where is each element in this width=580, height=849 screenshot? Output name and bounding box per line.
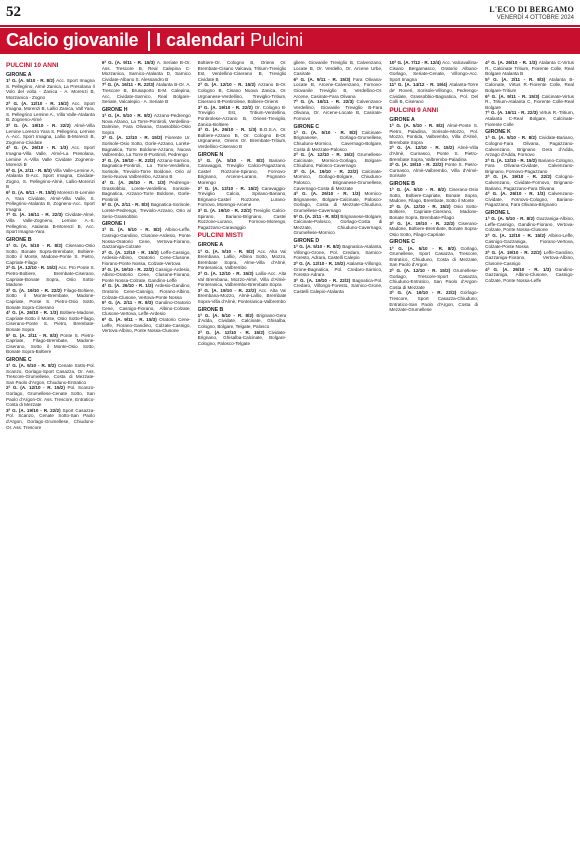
fixture-text: Azzano B-Or. Cologno B, Cisano Nuova Zanica, Or. Urgnanese-Verdellino, Treviglio-Tritium, Ciserano B-Pontirolese, Boltiere-Oriens	[197, 82, 287, 105]
group-heading: GIRONE A	[197, 242, 224, 249]
matchday-label: 3ª G. (A. 19/10 - R. 22/2)	[293, 277, 353, 283]
text-column	[6, 60, 95, 844]
fixture-paragraph	[293, 130, 382, 152]
fixture-paragraph	[198, 330, 287, 347]
column-text	[293, 60, 382, 295]
fixture-text: Leffe-Casnigo, Ardesio-Albino, Oratorio Cene-Clusone, Fiorano-Ponte Nossa, Colzate-Vertova	[101, 249, 191, 266]
matchday-label: 1ª G. (A. 5/10 - R. 8/2)	[101, 112, 154, 118]
fixture-text: Acc. Valcavallina-Cisano Bergamasco, Oratorio Albano-Gorlago, Seriate-Cenate, Villongo-Acc. Sport Imagna	[389, 60, 479, 82]
publication-name: L'ECO DI BERGAMO	[489, 5, 574, 14]
matchday-label: 3ª G. (A. 19/10 - R. 22/2)	[293, 168, 362, 174]
fixture-paragraph	[102, 317, 191, 334]
fixture-text: Caravaggio-Treviglio Calcio, Spirano-Bariano, Brignano-Castel Rozzone, Lurano-Fornovo, Morengo-Arcene	[197, 185, 287, 208]
fixture-text: Pol. Scanzo-Gorlago, Grumellese-Cenate Sotto, San Paolo d'Argon-Or. Ass. Trescore, Entratico-Costa di Mezzate	[6, 385, 95, 408]
matchday-label: 1ª G. (A. 5/10 - R. 8/2)	[389, 187, 449, 193]
fixture-paragraph	[293, 278, 382, 295]
fixture-paragraph	[389, 246, 478, 268]
fixture-text: A. Seriate B-Or. Ass. Trescore B, Real Calepina C-Mozzanica, Sarnico-Atalanta D, Sarnico Cividate-Albano S. Alessandro B	[101, 60, 191, 82]
matchday-label: 1ª G. (A. 5/10 - R. 8/2)	[197, 248, 258, 254]
fixture-text: Fara Olivana-Locate B, Arcene-Calvenzano, Fornovo-Giovanile Treviglio B, Verdellino-Or. Arcene, Casirate-Fara Olivana	[293, 76, 383, 99]
fixture-paragraph	[102, 227, 191, 249]
matchday-label: 1ª G. (A. 5/10 - R. 8/2)	[293, 129, 362, 135]
matchday-label: 6ª G. (A. 9/11 - R. 15/3)	[485, 93, 542, 99]
matchday-label: 5ª G. (A. 2/11 - R. 8/3)	[101, 300, 156, 306]
column-text	[389, 60, 478, 313]
matchday-label: 2ª G. (A. 12/10 - R. 15/2)	[197, 185, 262, 191]
fixture-paragraph	[6, 78, 95, 100]
matchday-label: 1ª G. (A. 5/10 - R. 8/2)	[101, 227, 165, 233]
fixture-text: Boltiere-Madone, Capriate-Sotto il Monte, Osio Sotto-Filago, Ciserano-Ponte S. Pietro, Brembate-Bonate Sopra	[6, 310, 95, 332]
fixture-text: B.O.S.A. Or. Boltiere-Azzano B, Or. Cologno B-Or. Urgnanese, Oriens Or. Brembate-Tritium, Verdellino-Ciserano B	[197, 127, 287, 149]
fixture-paragraph	[485, 60, 574, 77]
matchday-label: 1ª G. (A. 5/10 - R. 8/2)	[485, 135, 539, 141]
matchday-label: 2ª G. (A. 12/10 - R. 15/2)	[101, 249, 161, 255]
matchday-label: 4ª G. (A. 26/10 - R. 1/3)	[101, 283, 155, 289]
fixture-paragraph	[198, 288, 287, 305]
fixture-paragraph	[102, 267, 191, 284]
fixture-paragraph	[102, 113, 191, 135]
fixture-paragraph	[485, 216, 574, 233]
fixture-text: Ciserano-Osio Sotto, Bonate Sopra-Brembate, Boltiere-Sotto il Monte, Madone-Ponte S. Pietro, Capriate-Filago	[6, 243, 95, 265]
fixture-text: Ponte S. Pietro-Curnasco, Almè-Valbrembo, Villa d'Almè-Sorisole	[389, 162, 479, 179]
matchday-label: 1ª G. (A. 5/10 - R. 8/2)	[6, 243, 66, 249]
fixture-paragraph	[6, 265, 95, 287]
fixture-paragraph	[485, 110, 574, 127]
matchday-label: 1ª G. (A. 5/10 - R. 8/2)	[485, 216, 537, 222]
fixture-text: Acc. Sport Imagna S. Pellegrino, Almè Zanica, La Presolana Il Volo del volta - Zanica - A. Morenzi B, Mozzanica - Zogno	[6, 78, 95, 100]
fixture-paragraph	[102, 135, 191, 157]
fixture-text: Atalanta B-Or. A. Trescore B, Brusaporto B-M. Calepina, Acc. Cividate-Sarnico, Real Bolgare-Seriate, Valcalepio - A. Seriate B	[101, 82, 191, 105]
matchday-label: 5ª G. (A. 2/11 - R. 8/3)	[6, 167, 54, 173]
fixture-paragraph	[485, 233, 574, 250]
group-heading: GIRONE C	[293, 123, 320, 130]
matchday-label: 2ª G. (A. 12/10 - R. 15/2)	[197, 82, 258, 88]
matchday-label: 1ª G. (A. 5/10 - R. 8/2)	[389, 122, 447, 128]
fixture-text: Acc. Alta Val Brembana-Mozzo, Almè-Lallio, Brembate Sopra-Villa d'Almè, Ponteranica-Valbrembo	[197, 287, 287, 304]
matchday-label: 1ª G. (A. 5/10 - R. 8/2)	[197, 312, 257, 318]
fixture-text: Albino-Leffe, Casnigo-Gazzaniga, Fiorano-Vertova, Colzate-Ponte Nossa	[485, 233, 574, 250]
matchday-label: 1ª G. (A. 5/10 - R. 8/2)	[6, 363, 58, 369]
fixture-text: Morenzi B-Lemine A, Yara Cividate, Almè-Villa Valle, S. Pellegrino-Atalanta B, Zogneno-Acc. Sport Imagna	[6, 190, 95, 212]
fixture-text: Azzano-Sarnico, Bagnatica-Pontiroli, La Torre-Verdellino, Sorisole, Treviolo-Torre Boldone, Orio al Serio-Nuova Valbrembo, Azzano B	[101, 157, 191, 180]
matchday-label: 3ª G. (A. 19/10 - R. 22/2)	[101, 266, 156, 272]
fixture-text: Gazzaniga-Albino, Leffe-Casnigo, Gandino-Fiorano, Vertova-Colzate, Ponte Nossa-Clusone	[485, 216, 574, 233]
fixture-text: Atalanta-Villongo, Grone-Bagnatica, Pol. Credaro-Sarnico, Foresto-Adrara	[293, 261, 383, 278]
fixture-text: Almè-Villa Lemine Lorenzo Yara S. Pellegrino, Lemine A.-Acc. Sport Imagna, Lallio B-Morenzi B, Zogneno-Cividate	[6, 122, 95, 145]
fixture-paragraph	[6, 288, 95, 310]
group-heading: GIRONE C	[6, 356, 32, 363]
fixture-paragraph	[6, 190, 95, 212]
fixture-paragraph	[6, 145, 95, 167]
group-heading: GIRONE B	[389, 180, 415, 187]
matchday-label: 6ª G. (A. 9/11 - R. 15/3)	[101, 60, 157, 65]
fixture-paragraph	[293, 77, 382, 99]
group-heading: GIRONE D	[293, 238, 320, 245]
fixture-paragraph	[6, 101, 95, 123]
fixture-paragraph	[198, 186, 287, 208]
fixture-text: Atalanta C-Virtus R., Calcinate Tritium, Fiorente Colle, Real Bolgare Atalanta B	[485, 60, 574, 77]
matchday-label: 1ª G. (A. 5/10 - R. 8/2)	[293, 244, 343, 250]
matchday-label: 4ª G. (A. 26/10 - R. 1/3)	[485, 60, 539, 65]
text-column	[293, 60, 382, 844]
fixture-text: Bariano-Cologno, Fara Olivana-Cividate, Calvenzano-Brignano, Fornovo-Pagazzano	[485, 157, 574, 174]
fixture-paragraph	[485, 267, 574, 284]
fixture-paragraph	[389, 145, 478, 162]
fixture-text: Grumellese-Calcinate, Mornico-Gorlago, Bolgare-Chiuduno, Palosco-Cavernago	[293, 152, 383, 169]
fixture-text: Calcinate-Mornico, Gorlago-Bolgare, Chiuduno-Palosco, Brignanese-Grumellese, Cavernago-Costa di Mezzate	[293, 168, 383, 191]
fixture-paragraph	[485, 191, 574, 208]
fixture-text: Lallio-Acc. Alta Val Brembana, Mozzo-Almè, Villa d'Almè-Ponteranica, Valbrembo-Brembate Sopra	[197, 271, 287, 288]
fixture-text: Ardesio-Gandino, Oratorio Cene-Casnigo, Fiorano-Albino, Colzate-Clusone, Vertova-Ponte Nossa	[101, 283, 191, 300]
fixture-paragraph	[389, 123, 478, 145]
fixture-paragraph	[6, 333, 95, 355]
fixture-paragraph	[102, 180, 191, 202]
fixture-text: Atalanta B-Calcinate, Virtus R.-Fiorente Colle, Real Bolgare-Tritium	[485, 76, 574, 93]
matchday-label: 3ª G. (A. 19/10 - R. 22/2)	[389, 162, 445, 168]
matchday-label: 7ª G. (A. 16/11 - R. 22/3)	[293, 99, 357, 105]
fixture-text: Azzano-Pedrengo Nova Alzano, La Torre-Pontiroli, Verdellino-Dalmine, Fara Olivana, Grassobbio-Osio Sopra	[101, 112, 191, 135]
fixture-text: gliere, Giovanile Treviglio B, Calvenzano, Locate B, Or. Verdello, Or. Arcene Urbe, Casirate	[293, 60, 383, 77]
fixture-text: Osio Sotto-Boltiere, Capriate-Ciserano, Madone-Bonate Sopra, Brembate-Filago	[389, 203, 479, 221]
matchday-label: 6ª G. (A. 9/11 - R. 15/3)	[101, 316, 160, 322]
matchday-label: 2ª G. (A. 12/10 - R. 15/2)	[485, 233, 549, 239]
matchday-label: 6ª G. (A. 9/11 - R. 15/3)	[293, 76, 354, 82]
matchday-label: 1ª G. (A. 5/10 - R. 8/2)	[6, 78, 57, 84]
text-column	[485, 60, 574, 844]
matchday-label: 4ª G. (A. 26/10 - R. 1/3)	[101, 180, 170, 186]
matchday-label: 2ª G. (A. 12/10 - R. 15/2)	[6, 100, 72, 106]
fixture-paragraph	[102, 158, 191, 180]
matchday-label: 1ª G. (A. 5/10 - R. 8/2)	[197, 157, 270, 163]
fixture-text: Bariano-Caravaggio, Treviglio Calcio-Pagazzano, Castel Rozzone-Spirano, Fornovo-Brignano, Arcene-Lurano, Pognano-Morengo	[197, 157, 287, 186]
fixture-text: Acc. Pro Ponte S. Pietro-Boltiere, Brembate-Ciserano, Capriate-Bonate Sopra, Osio Sotto-Madone	[6, 265, 95, 288]
fixture-text: Brignanese-Bolgare, Calcinate-Palosco, Gorlago-Costa di Mezzate, Chiuduno-Cavernago, Grumellese-Mornico	[293, 213, 383, 236]
matchday-label: 3ª G. (A. 19/10 - R. 22/2)	[197, 287, 259, 293]
fixture-text: Brignano-Gera d'Adda, Cividate, Calcinate, Ghisalba, Cologno, Bolgare, Telgate, Palosco	[197, 312, 287, 329]
matchday-label: 2ª G. (A. 12/10 - R. 15/2)	[389, 145, 458, 151]
text-column	[389, 60, 478, 844]
fixture-text: Acc. Sport Imagna, Morenzi B, Lallio Zanica, Vall Yara, S. Pellegrino Lemine A., Villa Valle-Atalanta B, Zogneno-Almè	[6, 100, 95, 123]
fixture-text: Cividate-Almè, Villa Valle-Zogneno, Lemine A.-S. Pellegrino, Atalanta B-Morenzi B, Acc. Sport Imagna-Yara	[6, 212, 95, 235]
matchday-label: 2ª G. (A. 12/10 - R. 15/2)	[197, 271, 256, 276]
fixture-text: Ciserano-Madone, Boltiere-Brembate, Bonate Sopra-Osio Sotto, Filago-Capriate	[389, 220, 479, 237]
matchday-label: 4ª G. (A. 26/10 - R. 1/3)	[197, 127, 260, 133]
matchday-label: 1ª G. (A. 5/10 - R. 8/2)	[389, 245, 461, 251]
fixture-paragraph	[293, 214, 382, 236]
fixture-text: Ciserano-Osio Sotto, Boltiere-Capriate, Bonate Sopra, Madone, Filago, Brembate, Sotto il Monte	[389, 187, 479, 204]
group-heading: GIRONE I	[101, 221, 126, 228]
fixture-text: Villa Valle-Lemine A, Atalanta B-Acc. Sport Imagna, Cividate-Zogno, S. Pellegrino-Almè, Lallio-Morenzi B	[6, 167, 95, 190]
column-text	[6, 62, 95, 430]
matchday-label: 7ª G. (A. 16/11 - R. 22/3)	[485, 110, 540, 116]
fixture-paragraph	[198, 271, 287, 288]
category-heading: PULCINI 10 ANNI	[6, 62, 59, 69]
publication-date: VENERDÌ 4 OTTOBRE 2024	[496, 15, 574, 21]
fixture-paragraph	[198, 82, 287, 104]
matchday-label: 3ª G. (A. 19/10 - R. 22/2)	[389, 220, 459, 226]
matchday-label: 4ª G. (A. 26/10 - R. 1/3)	[293, 191, 365, 197]
fixture-paragraph	[6, 363, 95, 385]
fixture-paragraph	[198, 249, 287, 271]
fixture-text: Casnigo-Ardesio, Albino-Oratorio Cene, Clusone-Fiorano, Ponte Nossa-Colzate, Gandino-Leffe	[101, 266, 191, 283]
matchday-label: 2ª G. (A. 12/10 - R. 15/2)	[6, 385, 68, 391]
section-divider	[148, 31, 150, 51]
matchday-label: 4ª G. (A. 26/10 - R. 1/3)	[485, 191, 549, 197]
fixture-paragraph	[102, 300, 191, 317]
fixture-paragraph	[389, 221, 478, 238]
fixture-text: Cividate-Bariano, Cologno-Fara Olivana, Pagazzano-Calvenzano, Brignano Gera d'Adda, Arzago d'Adda, Fornovo	[485, 135, 574, 158]
matchday-label: 2ª G. (A. 12/10 - R. 15/2)	[293, 152, 358, 158]
matchday-label: 2ª G. (A. 12/10 - R. 15/2)	[389, 268, 454, 274]
fixture-text: Or. Cologno B-Treviglio Est, Tritium-Verdellino, Pontirolese-Azzano B, Oriens-Treviglio, Zanica-Boltiere	[197, 104, 287, 127]
fixture-paragraph	[6, 385, 95, 407]
matchday-label: 4ª G. (A. 26/10 - R. 1/3)	[6, 310, 60, 316]
fixture-paragraph	[6, 408, 95, 430]
category-heading: PULCINI 9 ANNI	[389, 106, 439, 114]
matchday-label: 5ª G. (A. 2/11 - R. 8/3)	[485, 76, 549, 82]
category-heading: PULCINI MISTI	[197, 232, 243, 240]
fixture-paragraph	[389, 290, 478, 312]
fixture-text: Pedrengo-Grassobbio, Lorete-Verdellino, Sorisole-Bagnatica, Azzano-Torre Boldone, Gorle-Pontiroli	[101, 180, 191, 202]
fixture-paragraph	[293, 99, 382, 121]
fixture-text: Filago-Boltiere, Sotto il Monte-Brembate, Madone-Capriate, Ponte S. Pietro-Osio Sotto, Bonate Sopra-Ciserano	[6, 287, 95, 310]
fixture-text: Cenate Sotto-Pol. Scanzo, Gorlago-Sport Casazza, Or. Ass. Trescore-Grumellese, Costa di Mezzate-San Paolo d'Argon, Chiuduno-Entratico	[6, 363, 95, 385]
fixture-text: Oratorio Cene-Leffe, Fiorano-Gandino, Colzate-Casnigo, Vertova-Albino, Ponte Nossa-Clusone	[101, 316, 191, 334]
fixture-paragraph	[293, 60, 382, 77]
matchday-label: 3ª G. (A. 19/10 - R. 22/2)	[485, 174, 556, 180]
top-rule	[0, 25, 580, 27]
text-column	[198, 60, 287, 844]
fixture-paragraph	[198, 208, 287, 230]
fixture-text: Bagnatica-Sorisole, Lorete-Pedrengo, Treviolo-Azzano, Orio al Serio-Grassobbio	[101, 202, 191, 219]
fixture-paragraph	[198, 313, 287, 330]
fixture-text: Ponte S. Pietro-Capriate, Filago-Brembate, Madone-Ciserano, Sotto il Monte-Osio Sotto, Bonate Sopra-Boltiere	[6, 332, 95, 355]
fixture-paragraph	[293, 261, 382, 278]
group-heading: GIRONE N	[197, 151, 224, 158]
fixture-text: Calcinate-Brignanese, Gorlago-Grumellese, Chiuduno-Mornico, Cavernago-Bolgare, Costa di Mezzate-Palosco	[293, 129, 383, 152]
matchday-label: 6ª G. (A. 9/11 - R. 15/3)	[6, 190, 58, 196]
fixture-paragraph	[198, 105, 287, 127]
fixture-text: Gorlago-Trescore, Sport Casazza-Chiuduno, Entratico-San Paolo d'Argon, Costa di Mezzate-Grumellese	[389, 290, 479, 313]
fixture-paragraph	[389, 82, 478, 104]
column-text	[485, 60, 574, 283]
matchday-label: 2ª G. (A. 12/10 - R. 15/2)	[293, 261, 347, 266]
fixture-paragraph	[102, 202, 191, 219]
matchday-label: 3ª G. (A. 19/10 - R. 22/2)	[197, 104, 255, 110]
fixture-text: Atalanta-Torre de' Roveri, Sorisole-Villongo, Pedrengo-Cividate, Grassobbio-Bagnatica, Pol. Del Colli B, Ciserano	[389, 82, 479, 105]
matchday-label: 4ª G. (A. 26/10 - R. 1/3)	[485, 266, 556, 272]
fixture-paragraph	[102, 82, 191, 104]
subtitle-bold: I calendari	[156, 30, 246, 50]
fixture-text: Almè-Villa d'Almè, Curnasco, Ponte S. Pietro-Brembate Sopra, Valbrembo-Paladina	[389, 145, 479, 162]
subtitle-light: Pulcini	[250, 30, 304, 50]
group-heading: GIRONE C	[389, 239, 415, 246]
fixture-text: Gandino-Oratorio Cene, Casnigo-Fiorano, Albino-Colzate, Clusone-Vertova, Leffe-Ardesio	[101, 300, 191, 317]
column-text	[198, 60, 287, 346]
group-heading: GIRONE B	[6, 236, 32, 243]
fixture-paragraph	[198, 158, 287, 186]
fixture-paragraph	[6, 168, 95, 190]
group-heading: GIRONE A	[6, 72, 32, 78]
matchday-label: 3ª G. (A. 19/10 - R. 22/2)	[101, 157, 157, 163]
group-heading: GIRONE H	[101, 106, 128, 113]
fixture-paragraph	[485, 94, 574, 111]
matchday-label: 3ª G. (A. 19/10 - R. 22/2)	[485, 249, 544, 255]
fixture-paragraph	[6, 310, 95, 332]
fixture-text: Gandino-Gazzaniga, Albino-Clusone, Casnigo-Colzate, Ponte Nossa-Leffe	[485, 266, 574, 283]
fixture-paragraph	[6, 212, 95, 234]
group-heading: GIRONE B	[197, 306, 224, 313]
fixture-text: Gorlago, Grumellese, Sport Casazza, Trescore, Entratico, Chiuduno, Costa di Mezzate, San Paolo d'Argon	[389, 245, 479, 268]
fixture-paragraph	[389, 162, 478, 179]
fixture-text: Mornico-Brignanese, Bolgare-Calcinate, Palosco-Gorlago, Costa di Mezzate-Chiuduno, Grumellese-Cavernago	[293, 191, 383, 214]
fixture-paragraph	[485, 250, 574, 267]
text-column	[102, 60, 191, 844]
group-heading: GIRONE A	[389, 116, 415, 123]
fixture-paragraph	[293, 169, 382, 191]
fixture-paragraph	[389, 268, 478, 290]
fixture-text: Acc. Alta Val Brembana, Lallio, Albino Sotto, Mozzo, Brembate Sopra, Alme-Villa d'Almè, Ponteranica, Valbrembo	[197, 248, 287, 271]
group-heading: GIRONE K	[485, 129, 511, 136]
matchday-label: 3ª G. (A. 19/10 - R. 22/2)	[389, 290, 461, 296]
section-subtitle	[156, 30, 303, 51]
fixture-paragraph	[389, 204, 478, 221]
fixture-paragraph	[293, 244, 382, 261]
fixture-paragraph	[198, 127, 287, 149]
matchday-label: 2ª G. (A. 12/10 - R. 15/2)	[6, 265, 59, 271]
fixture-paragraph	[485, 77, 574, 94]
matchday-label: 5ª G. (A. 2/11 - R. 8/3)	[6, 332, 61, 338]
page-number: 52	[6, 4, 21, 20]
fixture-paragraph	[293, 152, 382, 169]
fixture-text: Cologno-Calvenzano, Cividate-Fornovo, Brignano-Bariano, Pagazzano-Fara Olivana	[485, 174, 574, 191]
fixture-text: Bagnatica-Pol. Credaro, Villongo-Foresto, Sarnico-Grone, Castelli Calepio-Atalanta	[293, 277, 383, 294]
fixture-paragraph	[6, 243, 95, 265]
fixture-text: Calvenzano-Cividate, Fornovo-Cologno, Bariano-Pagazzano, Fara Olivana-Brignano	[485, 191, 574, 208]
fixture-text: Cividate-Brignano, Ghisalba-Calcinate, Bolgare-Cologno, Palosco-Telgate	[197, 329, 287, 346]
fixture-text: Grumellese-Gorlago, Trescore-Sport Casazza, Chiuduno-Entratico, San Paolo d'Argon-Costa di Mezzate	[389, 268, 479, 290]
fixture-text: Albino-Leffe, Casnigo-Gandino, Clusone-Ardesio, Ponte Nossa-Oratorio Cene, Vertova-Fiorano, Gazzaniga-Colzate	[101, 227, 191, 250]
fixture-paragraph	[293, 191, 382, 213]
fixture-text: Boltiere-Or. Cologno B, Oriens Or. Brembate-Cisano Valcava, Tritium-Treviglio Est, Verdellino-Ciserano B, Treviglio Cividate B	[197, 60, 287, 82]
matchday-label: 3ª G. (A. 19/10 - R. 22/2)	[197, 208, 254, 214]
matchday-label: 2ª G. (A. 12/10 - R. 15/2)	[389, 203, 454, 209]
fixture-text: Calcinate-Virtus R., Tritium-Atalanta C, Fiorente Colle-Real Bolgare	[485, 93, 574, 110]
matchday-label: 2ª G. (A. 12/10 - R. 15/2)	[101, 135, 166, 141]
matchday-label: 7ª G. (A. 16/11 - R. 22/3)	[6, 212, 65, 218]
matchday-label: 2ª G. (A. 12/10 - R. 15/2)	[485, 157, 539, 163]
group-heading: GIRONE L	[485, 210, 511, 217]
fixture-paragraph	[198, 60, 287, 82]
matchday-label: 4ª G. (A. 26/10 - R. 1/3)	[6, 145, 72, 151]
fixture-text: Leffe-Gandino, Gazzaniga-Fiorano, Vertova-Albino, Clusone-Casnigo	[485, 249, 574, 266]
fixture-text: Sport Casazza-Pol. Scanzo, Cenate Sotto-San Paolo d'Argon, Gorlago-Grumellese, Chiuduno-Or. Ass. Trescore	[6, 407, 95, 430]
fixture-paragraph	[485, 158, 574, 175]
fixture-paragraph	[485, 174, 574, 191]
fixture-paragraph	[102, 60, 191, 82]
matchday-label: 3ª G. (A. 19/10 - R. 22/2)	[6, 287, 64, 293]
fixture-paragraph	[102, 250, 191, 267]
matchday-label: 11ª G. (A. 14/12 - R. 19/4)	[389, 82, 450, 88]
fixture-paragraph	[6, 123, 95, 145]
columns-container	[6, 60, 574, 844]
fixture-text: Fiorente Ur. Sorisole-Osio Sotto, Gorle-Azzano, Lorete-Bagnatica, Torre Boldone-Azzano, Nuova Valbrembo, La Torre B-Pontiroli, Pedrengo	[101, 135, 191, 158]
column-text	[102, 60, 191, 334]
fixture-paragraph	[389, 187, 478, 204]
fixture-paragraph	[389, 60, 478, 82]
fixture-text: Acc. Sport Imagna-Villa Valle, Almè-La Presolana, Lemine A.-Villa Valle Cividate Zogneno-Morenzi B	[6, 145, 95, 168]
matchday-label: 10ª G. (A. 7/12 - R. 12/4)	[389, 60, 443, 65]
section-title: Calcio giovanile	[6, 30, 139, 50]
matchday-label: 7ª G. (A. 16/11 - R. 22/3)	[101, 82, 156, 88]
matchday-label: 5ª G. (A. 2/11 - R. 8/3)	[293, 213, 341, 219]
fixture-text: Virtus R.-Tritium, Atalanta C-Real Bolgare, Calcinate-Fiorente Colle	[485, 110, 574, 127]
fixture-text: Almè-Ponte S. Pietro, Paladina, Sorisole-Mozzo, Pol. Mozzo, Pontida, Valbrembo, Villa d'Almè, Brembate Sopra	[389, 122, 479, 145]
fixture-text: Bagnatica-Atalanta, Villongo-Grone, Pol. Credaro, Sarnico-Foresto, Adrara, Castelli Calepio	[293, 244, 383, 261]
fixture-paragraph	[485, 135, 574, 157]
fixture-paragraph	[102, 283, 191, 300]
fixture-text: Treviglio Calcio-Spirano, Bariano-Brignano, Castel Rozzone-Lurano, Fornovo-Morengo, Pagazzano-Caravaggio	[197, 208, 287, 230]
matchday-label: 3ª G. (A. 19/10 - R. 22/2)	[6, 122, 75, 128]
fixture-text: Calvenzano-Verdellino, Giovanile Treviglio B-Fara Olivana, Or. Arcene-Locate B, Casirate-Fornovo	[293, 99, 383, 121]
matchday-label: 3ª G. (A. 19/10 - R. 22/2)	[6, 407, 63, 413]
matchday-label: 2ª G. (A. 12/10 - R. 15/2)	[197, 329, 269, 335]
matchday-label: 5ª G. (A. 2/11 - R. 8/3)	[101, 202, 151, 208]
